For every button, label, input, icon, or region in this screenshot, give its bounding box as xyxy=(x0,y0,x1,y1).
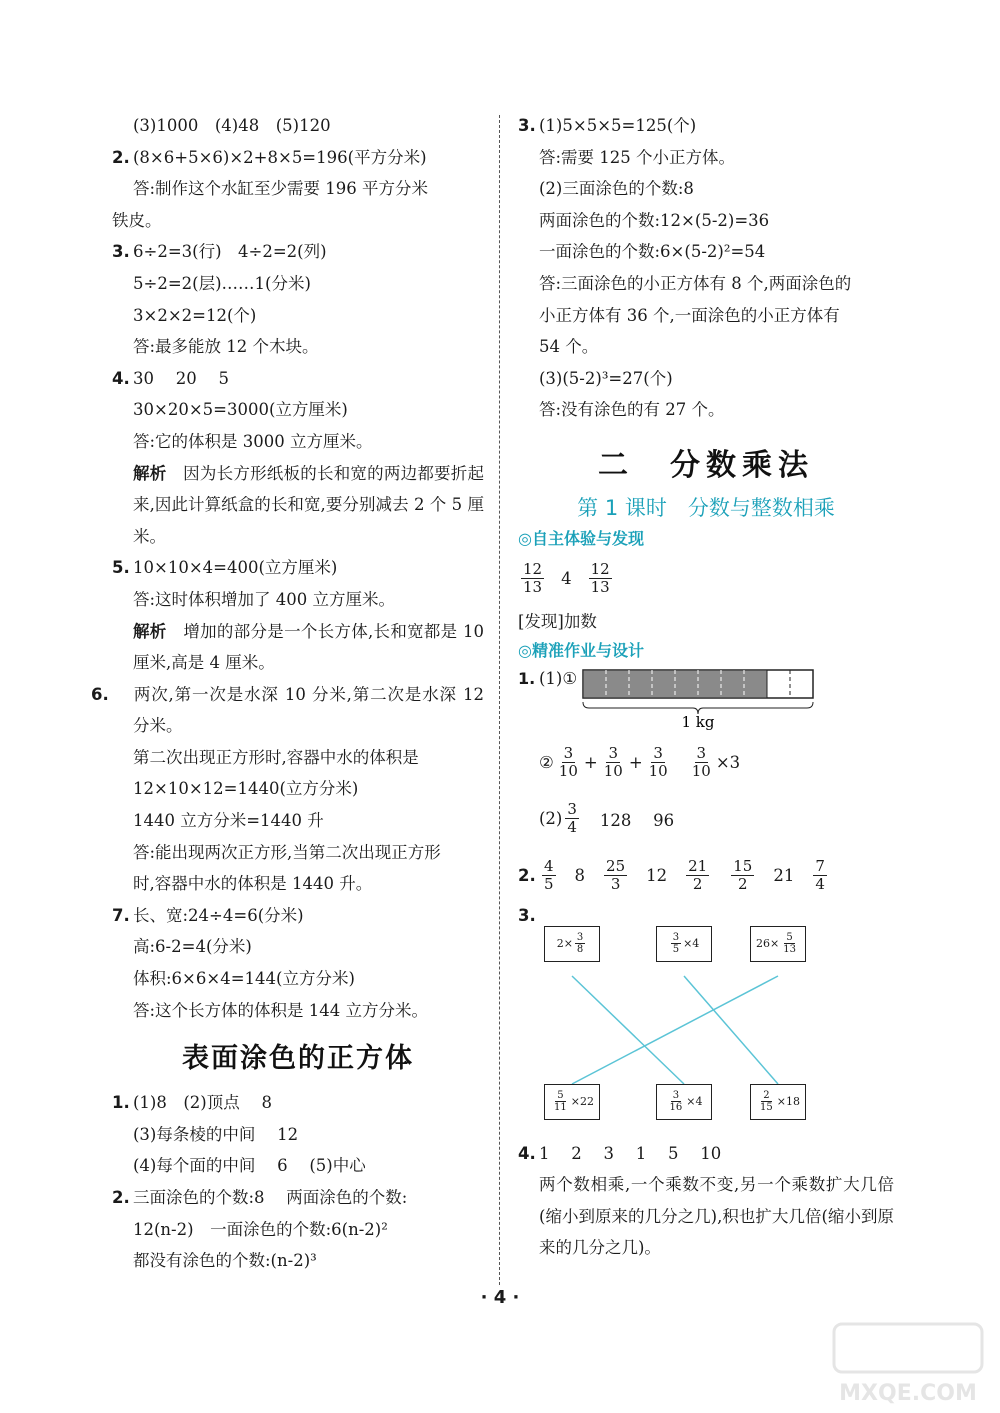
plain-number: 4 xyxy=(561,569,572,589)
denominator: 11 xyxy=(554,1102,567,1114)
numerator: 5 xyxy=(786,932,793,944)
question-1-part-3 xyxy=(518,792,894,846)
numerator: 12 xyxy=(523,560,543,579)
answer-line: 12(n-2) 一面涂色的个数:6(n-2)² xyxy=(133,1219,388,1239)
operator: + xyxy=(583,753,598,773)
match-box-top xyxy=(656,926,712,962)
subsection-heading-practice: ◎精准作业与设计 xyxy=(518,640,644,660)
answer-text: 答:三面涂色的小正方体有 8 个,两面涂色的 xyxy=(539,273,852,293)
answer-text: (1)8 (2)顶点 8 xyxy=(133,1093,272,1113)
numerator: 3 xyxy=(576,932,584,944)
answer-text: 答:这时体积增加了 400 立方厘米。 xyxy=(133,589,396,609)
question-1-part-2 xyxy=(518,734,894,792)
analysis-text: 因为长方形纸板的长和宽的两边都要折起来,因此计算纸盒的长和宽,要分别减去 2 个 5 厘米。 xyxy=(133,463,485,546)
answer-text: 54 个。 xyxy=(539,337,599,357)
denominator: 4 xyxy=(567,818,577,837)
question-number: 2. xyxy=(112,1188,130,1207)
answer-line xyxy=(112,963,484,995)
question-3 xyxy=(518,906,894,1136)
answer-text: 铁皮。 xyxy=(112,210,162,230)
question-2 xyxy=(518,846,894,906)
section-title: 表面涂色的正方体 xyxy=(182,1043,414,1075)
left-column xyxy=(91,110,485,1277)
subsection-heading-explore: ◎自主体验与发现 xyxy=(518,528,644,548)
answer-text: (2)三面涂色的个数:8 xyxy=(539,179,694,199)
numerator: 7 xyxy=(815,857,825,876)
numerator: 3 xyxy=(653,744,663,763)
answer-text: 三面涂色的个数:8 两面涂色的个数: xyxy=(133,1188,408,1207)
answer-line xyxy=(112,173,484,205)
match-box-bottom xyxy=(750,1084,806,1120)
fraction xyxy=(589,561,612,596)
lesson-title: 第 1 课时 分数与整数相乘 xyxy=(577,495,835,520)
answer-line xyxy=(112,205,484,237)
answer-text: 12×10×12=1440(立方分米) xyxy=(133,779,359,799)
numerator: 3 xyxy=(672,932,680,944)
answer-text: 30 20 5 xyxy=(133,368,229,388)
numerator: 12 xyxy=(590,560,610,579)
answer-line xyxy=(112,142,484,174)
answer-line xyxy=(112,236,484,268)
watermark-text: MXQE.COM xyxy=(839,1381,977,1406)
answer-line xyxy=(112,837,484,869)
denominator: 15 xyxy=(760,1102,773,1114)
answer-text: 3×2×2=12(个) xyxy=(133,305,257,325)
answer-line xyxy=(518,300,894,332)
answer-line xyxy=(112,363,484,395)
question-number: 1. xyxy=(518,668,536,688)
answer-values: 1 2 3 1 5 10 xyxy=(539,1143,722,1163)
answer-line xyxy=(518,394,894,426)
answer-text: 10×10×4=400(立方厘米) xyxy=(133,558,338,578)
fraction xyxy=(781,932,798,955)
question-number: 4. xyxy=(112,368,130,388)
bar-label: 1 kg xyxy=(681,712,715,731)
answer-text: 5÷2=2(层)……1(分米) xyxy=(133,273,311,293)
question-number: 5. xyxy=(112,558,130,578)
answer-text: 两次,第一次是水深 10 分米,第二次是水深 12 分米。 xyxy=(133,684,484,736)
answer-line xyxy=(518,268,894,300)
answer-text: 6÷2=3(行) 4÷2=2(列) xyxy=(133,242,327,262)
answer-text: (8×6+5×6)×2+8×5=196(平方分米) xyxy=(133,147,427,167)
answer-text: 答:能出现两次正方形,当第二次出现正方形 xyxy=(133,842,441,862)
discover-fractions xyxy=(518,552,894,606)
match-box-top xyxy=(544,926,600,962)
numerator: 3 xyxy=(672,1090,680,1102)
sub-question-label: ② xyxy=(539,753,554,773)
fraction xyxy=(731,858,754,893)
fraction-bar-diagram xyxy=(581,664,821,730)
answer-line xyxy=(112,805,484,837)
denominator: 4 xyxy=(815,875,825,894)
analysis-label: 解析 xyxy=(133,621,167,641)
question-1-part-1 xyxy=(518,664,894,734)
answer-text: 答:这个长方体的体积是 144 立方分米。 xyxy=(133,1000,429,1020)
answer-line xyxy=(112,1119,484,1151)
fraction xyxy=(575,932,585,955)
denominator: 5 xyxy=(672,944,680,956)
answer-text: (4)每个面的中间 6 (5)中心 xyxy=(133,1156,366,1176)
fraction xyxy=(542,858,556,893)
answer-text: 长、宽:24÷4=6(分米) xyxy=(133,905,304,925)
answer-line xyxy=(112,552,484,584)
question-number: 2. xyxy=(518,866,536,886)
numerator: 5 xyxy=(557,1090,564,1102)
numerator: 3 xyxy=(696,744,707,763)
match-box-bottom xyxy=(544,1084,600,1120)
discover-text: [发现]加数 xyxy=(518,611,597,631)
answer-line xyxy=(112,394,484,426)
right-column xyxy=(518,110,894,1264)
denominator: 5 xyxy=(544,875,554,894)
answer-line xyxy=(518,236,894,268)
answer-line xyxy=(518,142,894,174)
denominator: 8 xyxy=(576,944,584,956)
fraction xyxy=(758,1090,775,1113)
analysis-note-2 xyxy=(112,616,484,679)
answer-line xyxy=(112,426,484,458)
fraction xyxy=(565,801,579,836)
denominator: 10 xyxy=(691,762,711,781)
numerator: 25 xyxy=(606,857,626,876)
answer-text: (3)每条棱的中间 12 xyxy=(133,1124,299,1144)
answer-line xyxy=(112,1150,484,1182)
numerator: 15 xyxy=(733,857,753,876)
question-number: 4. xyxy=(518,1143,536,1163)
answer-text: 高:6-2=4(分米) xyxy=(133,937,252,957)
analysis-note-1 xyxy=(112,458,484,553)
answer-text: (3)(5-2)³=27(个) xyxy=(539,368,673,388)
question-number: 3. xyxy=(112,242,130,262)
fraction xyxy=(552,1090,569,1113)
question-number: 7. xyxy=(112,905,130,925)
question-number: 1. xyxy=(112,1093,130,1113)
question-number: 3. xyxy=(518,116,536,135)
fraction xyxy=(602,745,625,780)
match-line xyxy=(572,976,778,1084)
numerator: 3 xyxy=(567,800,577,819)
multiplier: ×4 xyxy=(686,1095,703,1109)
sub-question-label: (2) xyxy=(539,809,563,829)
answer-line xyxy=(112,742,484,774)
answer-line xyxy=(518,173,894,205)
answer-text: 第二次出现正方形时,容器中水的体积是 xyxy=(133,747,419,767)
answer-line xyxy=(112,995,484,1027)
operator: + xyxy=(628,753,643,773)
multiplier: ×4 xyxy=(683,937,700,951)
multiplier: ×18 xyxy=(776,1095,800,1109)
answer-line xyxy=(112,110,484,142)
fraction xyxy=(521,561,544,596)
answer-text: 小正方体有 36 个,一面涂色的小正方体有 xyxy=(539,305,840,325)
left-answers-block-2 xyxy=(112,552,484,615)
denominator: 3 xyxy=(610,875,621,894)
fraction xyxy=(813,858,827,893)
answer-text: 答:没有涂色的有 27 个。 xyxy=(539,400,725,420)
answer-line xyxy=(518,205,894,237)
left-answers-block-4 xyxy=(112,1087,484,1213)
multiplier: ×22 xyxy=(570,1095,594,1109)
plain-number: 8 xyxy=(574,866,586,886)
watermark-logo xyxy=(828,1320,988,1410)
fraction xyxy=(557,745,580,780)
numerator: 3 xyxy=(608,744,619,763)
left-answers-block-3 xyxy=(112,742,484,1026)
answer-line: 都没有涂色的个数:(n-2)³ xyxy=(133,1251,317,1271)
denominator: 13 xyxy=(590,578,610,597)
question-6 xyxy=(91,679,484,742)
numerator: 2 xyxy=(763,1090,770,1102)
answer-text: 体积:6×6×4=144(立方分米) xyxy=(133,969,355,989)
answer-text: (1)5×5×5=125(个) xyxy=(539,116,697,135)
question-number: 2. xyxy=(112,147,130,167)
answer-line xyxy=(112,868,484,900)
column-divider xyxy=(499,115,500,1285)
fraction-sum xyxy=(554,745,673,780)
answer-line xyxy=(112,1087,484,1119)
answer-line xyxy=(112,773,484,805)
answer-line xyxy=(112,300,484,332)
denominator: 16 xyxy=(669,1102,683,1114)
fraction xyxy=(562,801,582,836)
page-number: · 4 · xyxy=(480,1287,520,1308)
answer-text: 答:它的体积是 3000 立方厘米。 xyxy=(133,431,373,451)
fraction xyxy=(604,858,627,893)
answer-text: 30×20×5=3000(立方厘米) xyxy=(133,400,348,420)
denominator: 10 xyxy=(558,762,578,781)
unit-title: 二 分数乘法 xyxy=(598,447,814,483)
match-box-top xyxy=(750,926,806,962)
answer-line xyxy=(112,900,484,932)
answer-text: (3)1000 (4)48 (5)120 xyxy=(133,116,331,135)
answer-values: 128 96 xyxy=(599,810,675,830)
question-4 xyxy=(518,1138,894,1170)
answer-line xyxy=(112,1182,484,1214)
multiplier: 2× xyxy=(556,937,573,951)
denominator: 13 xyxy=(523,578,543,597)
analysis-label: 解析 xyxy=(133,463,167,483)
numerator: 21 xyxy=(688,857,708,876)
answer-line xyxy=(112,584,484,616)
left-answers-block-1 xyxy=(112,110,484,458)
fraction xyxy=(668,1090,685,1113)
fraction xyxy=(647,745,670,780)
multiplier: ×3 xyxy=(715,753,741,773)
fraction xyxy=(690,745,713,780)
denominator: 10 xyxy=(648,762,668,781)
match-box-bottom xyxy=(656,1084,712,1120)
answer-fractions xyxy=(539,858,830,893)
question-4-explanation: 两个数相乘,一个乘数不变,另一个乘数扩大几倍(缩小到原来的几分之几),积也扩大几倍(缩小到原来的几分之几)。 xyxy=(539,1175,894,1258)
right-answers-block-1 xyxy=(518,110,894,426)
answer-text: 答:制作这个水缸至少需要 196 平方分米 xyxy=(133,179,429,199)
numerator: 3 xyxy=(563,744,574,763)
denominator: 10 xyxy=(603,762,623,781)
plain-number: 12 xyxy=(646,866,668,886)
answer-line xyxy=(518,363,894,395)
match-line xyxy=(684,976,778,1084)
denominator: 13 xyxy=(783,944,796,956)
fraction xyxy=(686,858,709,893)
answer-line xyxy=(518,331,894,363)
matching-diagram xyxy=(518,906,894,1136)
question-number: 6. xyxy=(91,684,109,704)
question-number: 3. xyxy=(518,905,536,925)
numerator: 4 xyxy=(544,857,554,876)
match-line xyxy=(572,976,684,1084)
answer-text: 两面涂色的个数:12×(5-2)=36 xyxy=(539,210,770,230)
answer-text: 答:需要 125 个小正方体。 xyxy=(539,147,736,167)
fraction xyxy=(671,932,681,955)
answer-line xyxy=(112,268,484,300)
multiplier: 26× xyxy=(756,937,780,951)
sub-question-label: (1)① xyxy=(539,668,578,688)
answer-line xyxy=(112,331,484,363)
answer-text: 一面涂色的个数:6×(5-2)²=54 xyxy=(539,242,766,262)
answer-text: 答:最多能放 12 个木块。 xyxy=(133,337,319,357)
denominator: 2 xyxy=(692,875,703,894)
analysis-text: 增加的部分是一个长方体,长和宽都是 10 厘米,高是 4 厘米。 xyxy=(133,621,484,673)
denominator: 2 xyxy=(738,875,748,894)
fraction-product xyxy=(687,745,740,780)
answer-line xyxy=(518,110,894,142)
answer-line xyxy=(112,931,484,963)
answer-text: 时,容器中水的体积是 1440 升。 xyxy=(133,874,373,894)
answer-text: 1440 立方分米=1440 升 xyxy=(133,811,324,831)
plain-number: 21 xyxy=(773,866,795,886)
